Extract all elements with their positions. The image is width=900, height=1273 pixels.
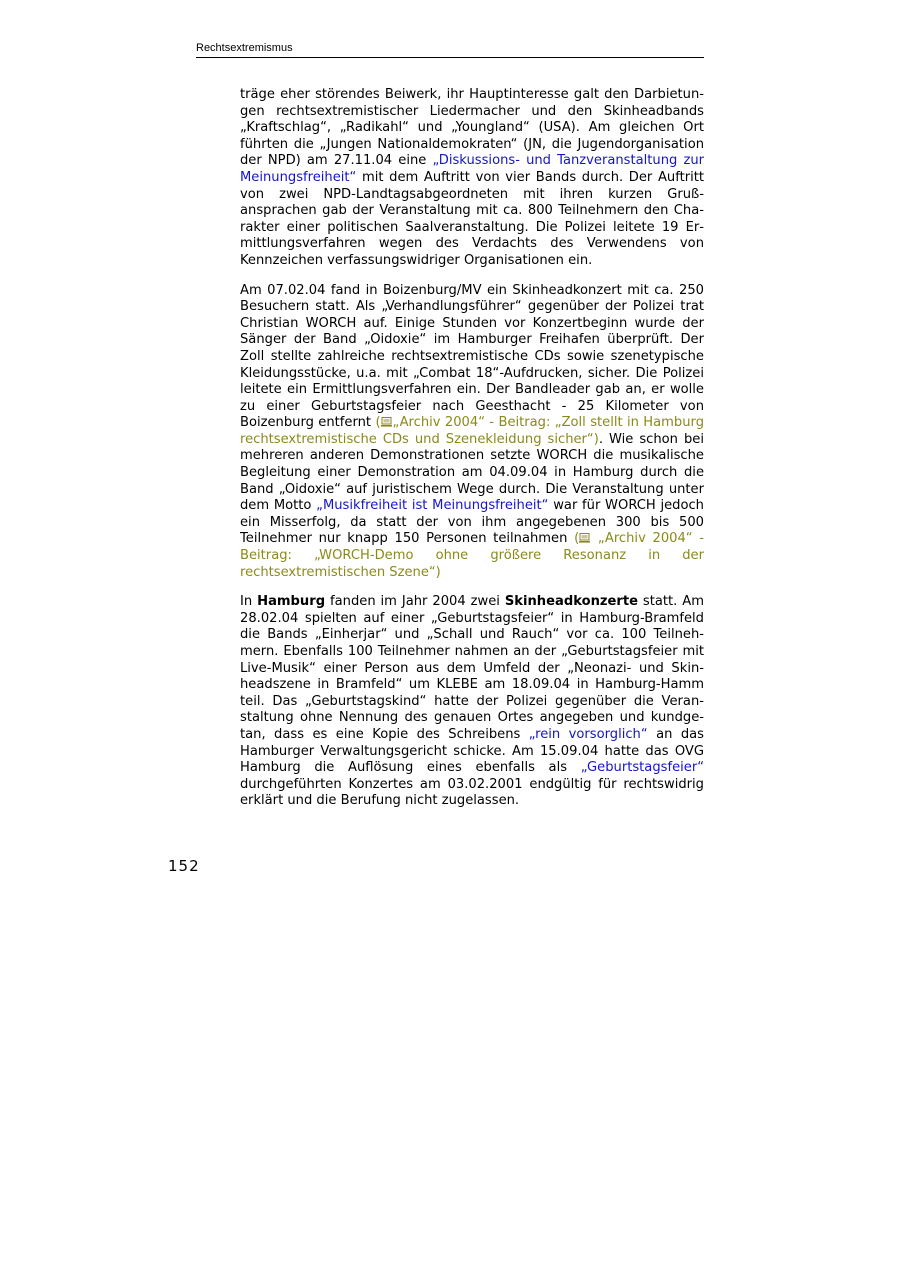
link-geburtstagsfeier[interactable]: „Geburtstagsfeier“ [580,760,704,776]
link-diskussions-tanzveranstaltung[interactable]: „Diskussions- und Tanzveranstaltung zur Meinungsfreiheit“ [240,153,704,185]
computer-monitor-icon [381,417,392,427]
computer-monitor-icon [579,533,590,543]
running-header [196,42,704,58]
archive-reference-worch-open: ( [574,531,580,547]
paragraph-2-text-b: . Wie schon bei mehreren anderen Demonstrationen setzte WORCH die musikalische Begleitung einer Demonstration am 04.09.04 in Hamburg durch die Band „Oidoxie“ auf juristischem Wege durch. Die Veranstaltung unter dem Motto [240,431,704,514]
archive-reference-worch-text: „Archiv 2004“ - Beitrag: „WORCH-Demo ohne größere Resonanz in der rechtsextremistischen Szene“) [240,531,704,580]
paragraph-2-text-c: war für WORCH jedoch ein Misserfolg, da statt der von ihm angegebenen 300 bis 500 Teilnehmer nur knapp 150 Personen teilnahmen [240,498,704,547]
paragraph-3-text-c: statt. Am 28.02.04 spielten auf einer „Geburtstagsfeier“ in Hamburg-Bramfeld die Bands „Einherjar“ und „Schall und Rauch“ vor ca. 100 Teilnehmern. Ebenfalls 100 Teilnehmer nahmen an der „Geburtstagsfeier mit Live-Musik“ einer Person aus dem Umfeld der „Neonazi- und Skinheadszene in Bramfeld“ um KLEBE am 18.09.04 in Hamburg-Hamm teil. Das „Geburtstagskind“ hatte der Polizei gegenüber die Veranstaltung ohne Nennung des genauen Ortes angegeben und kundgetan, dass es eine Kopie des Schreibens [240,594,704,742]
paragraph-3 [240,594,704,810]
bold-skinheadkonzerte: Skinheadkonzerte [504,594,638,610]
paragraph-3-text-b: fanden im Jahr 2004 zwei [325,594,505,610]
archive-reference-zoll-open: ( [375,415,381,431]
link-rein-vorsorglich[interactable]: „rein vorsorglich“ [528,726,648,742]
link-musikfreiheit[interactable]: „Musikfreiheit ist Meinungsfreiheit“ [316,498,549,514]
paragraph-1-text-a: träge eher störendes Beiwerk, ihr Hauptinteresse galt den Darbietungen rechtsextremistischer Liedermacher und den Skinheadbands „Kraftschlag“, „Radikahl“ und „Youngland“ (USA). Am gleichen Ort führten die „Jungen Nationaldemokraten“ (JN, die Jugendorganisation der NPD) am 27.11.04 eine [240,87,704,169]
page-number: 152 [168,857,200,875]
archive-reference-zoll-text: „Archiv 2004“ - Beitrag: „Zoll stellt in Hamburg rechtsextremistische CDs und Szenekleidung sicher“) [240,415,705,447]
body-text-column [240,87,704,823]
paragraph-1 [240,87,704,270]
bold-hamburg: Hamburg [257,594,326,610]
running-header-title: Rechtsextremismus [196,42,293,54]
paragraph-2-text-a: Am 07.02.04 fand in Boizenburg/MV ein Skinheadkonzert mit ca. 250 Besuchern statt. Als „Verhandlungsführer“ gegenüber der Polizei trat Christian WORCH auf. Einige Stunden vor Konzertbeginn wurde der Sänger der Band „Oidoxie“ im Hamburger Freihafen überprüft. Der Zoll stellte zahlreiche rechtsextremistische CDs sowie szenetypische Kleidungsstücke, u.a. mit „Combat 18“-Aufdrucken, sicher. Die Polizei leitete ein Ermittlungsverfahren ein. Der Bandleader gab an, er wolle zu einer Geburtstagsfeier nach Geesthacht - 25 Kilometer von Boizenburg entfernt [240,282,704,431]
paragraph-1-text-b: mit dem Auftritt von vier Bands durch. Der Auftritt von zwei NPD-Landtagsabgeordneten mit ihren kurzen Grußansprachen gab der Veranstaltung mit ca. 800 Teilnehmern den Charakter einer politischen Saalveranstaltung. Die Polizei leitete 19 Ermittlungsverfahren wegen des Verdachts des Verwendens von Kennzeichen verfassungswidriger Organisationen ein. [240,169,704,268]
paragraph-3-text-e: durchgeführten Konzertes am 03.02.2001 endgültig für rechtswidrig erklärt und die Berufung nicht zugelassen. [240,776,704,809]
paragraph-2 [240,283,704,582]
paragraph-3-text-a: In [240,594,258,610]
paragraph-3-text-d: an das Hamburger Verwaltungsgericht schicke. Am 15.09.04 hatte das OVG Hamburg die Auflösung eines ebenfalls als [240,726,704,776]
